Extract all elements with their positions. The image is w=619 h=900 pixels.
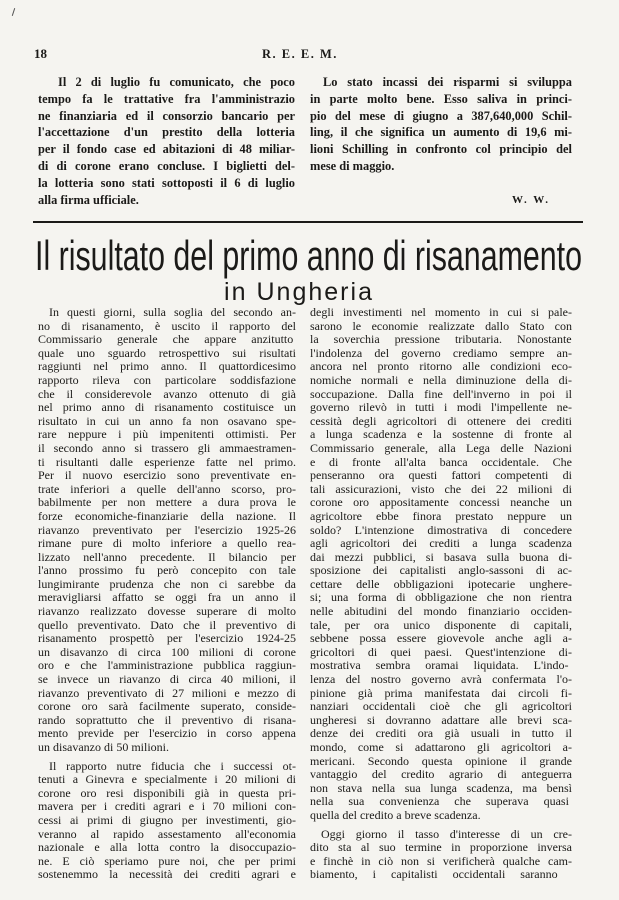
text-line: si; una forma di obbligazione che non rientra — [310, 590, 572, 605]
text-line: nella sua convenienza che superava quasi — [310, 794, 569, 809]
text-line: sostenemmo la necessità dei crediti agrari e — [38, 867, 296, 882]
text-line: ti risultanti dalle esperienze fatte nel primo. — [38, 454, 296, 469]
text-line: rare neppure i più impenitenti ottimisti. Per — [38, 427, 296, 442]
text-line: lungimirante prudenza che non ci sarebbe da — [38, 576, 296, 591]
text-line: a lunga scadenza e la sostenne di fronte al — [310, 427, 572, 442]
text-line: babilmente per non mettere a dura prova le — [38, 495, 296, 510]
text-line: un disavanzo di circa 100 milioni di corone — [38, 644, 296, 659]
signature: W. W. — [512, 194, 551, 206]
text-line: tali assicurazioni, visto che dei 22 milioni di — [310, 481, 572, 496]
text-line: biamento, i capitalisti occidentali saranno — [310, 867, 558, 882]
running-head: R. E. E. M. — [262, 47, 338, 61]
text-line: ne. E ciò speriamo pure noi, che per primi — [38, 853, 296, 868]
text-line: soldo? L'intenzione dimostrativa di concedere — [310, 522, 572, 537]
text-line: rapporto rileva con particolare soddisfazione — [38, 372, 296, 387]
text-line: lenza del nostro governo avrà confermata l'o- — [310, 672, 572, 687]
text-line: gricoltori di quei paesi. Quest'intenzione di- — [310, 644, 572, 659]
text-line: riavanzo preventivato per l'esercizio 1925-26 — [38, 522, 296, 537]
text-line: risultato in cui un anno fa non osavano spe- — [38, 413, 296, 428]
text-line: raggiunti nel primo anno. Il quattordicesimo — [38, 359, 296, 374]
text-line: sposizione dei capitalisti anglo-sassoni di ac- — [310, 563, 572, 578]
text-line: lizzato nell'anno precedente. Il bilancio per — [38, 549, 296, 564]
paragraph — [38, 74, 295, 208]
text-line: agricoltore ebbe finora prestato neppure un — [310, 508, 572, 523]
text-line: degli investimenti nel momento in cui si pale- — [310, 305, 572, 319]
text-line: il secondo anno si trassero gli ammaestramen- — [38, 440, 296, 455]
text-line: risanamento prospettò per l'esercizio 1924-25 — [38, 631, 296, 646]
text-line: la lotteria sono stati sottoposti il 6 di luglio — [38, 175, 295, 190]
text-line: corone oro resi disponibili già in questa pri- — [38, 785, 296, 800]
text-line: denze dei crediti ora già usuali in tutto il — [310, 726, 572, 741]
text-line: meravigliarsi affatto se oggi fra un anno il — [38, 590, 296, 605]
paragraph — [38, 306, 296, 755]
text-line: veranno al rapido assestamento all'economia — [38, 826, 296, 841]
text-line: l'anno prossimo fu però concepito con tale — [38, 563, 296, 578]
paragraph — [310, 828, 572, 882]
text-line: l'indolenza del governo crediamo sempre an- — [310, 345, 572, 360]
text-line: vantaggio del credito agrario di anteguerra — [310, 767, 572, 782]
article-heading — [0, 222, 619, 306]
text-line: che il considerevole avanzo ottenuto di già — [38, 386, 296, 401]
text-line: cessi ai primi di giugno per investimenti, gio- — [38, 812, 296, 827]
text-line: tempo fa le trattative fra l'amministrazio — [38, 91, 295, 106]
page-number: 18 — [34, 46, 47, 61]
text-line: nazionale e alla lotta contro la disoccupazio- — [38, 840, 296, 855]
text-line: non stava nella sua lunga scadenza, ma bensì — [310, 780, 572, 795]
text-line: agli agricoltori dei crediti a lunga scadenza — [310, 536, 572, 551]
text-line: rando soprattutto che il preventivo di risana- — [38, 712, 296, 727]
text-line: nelle abitudini del mondo finanziario occiden- — [310, 604, 572, 619]
text-line: mese di maggio. — [310, 158, 395, 173]
text-line: In questi giorni, sulla soglia del secondo an- — [49, 305, 296, 319]
news-column-right — [310, 74, 572, 175]
text-line: Oggi giorno il tasso d'interesse di un cre- — [321, 826, 572, 841]
paragraph — [310, 306, 572, 823]
text-line: e finchè in ciò non si verificherà qualche cam- — [310, 853, 572, 868]
text-line: ungheresi si dovranno adattare alle brevi sca- — [310, 712, 572, 727]
text-line: cessità degli agricoltori di ottenere dei crediti — [310, 413, 572, 428]
text-line: di di corone erano concluse. I biglietti del- — [38, 158, 295, 173]
article-title: Il risultato del primo anno di risanamento — [35, 232, 582, 279]
text-line: riavanzo realizzato dovesse superare di molto — [38, 604, 296, 619]
text-line: quella del credito a breve scadenza. — [310, 807, 481, 822]
text-line: nel primo anno di risanamento costituisce un — [38, 400, 296, 415]
text-line: mondo, come si adattarono gli agricoltori a- — [310, 740, 572, 754]
text-line: penseranno ora questi fattori competenti di — [310, 468, 572, 483]
text-line: mericani. Secondo questa opinione il grande — [310, 753, 572, 768]
text-line: soccupazione. Dalla fine dell'inverno in poi il — [310, 386, 572, 401]
text-line: oro e che l'amministrazione pubblica raggiun- — [38, 658, 296, 673]
text-line: pio del mese di giugno a 387,640,000 Schil- — [310, 108, 572, 123]
text-line: Lo stato incassi dei risparmi si sviluppa — [323, 75, 572, 89]
text-line: quello preventivato. Dato che il preventivo di — [38, 617, 296, 632]
text-line: quale uno sguardo retrospettivo sui risultati — [38, 345, 296, 360]
article-column-left — [38, 306, 296, 882]
text-line: sebbene possa essere giovevole anche agli a- — [310, 631, 572, 646]
text-line: dito sta al suo termine in proporzione inversa — [310, 840, 572, 855]
text-line: Il 2 di luglio fu comunicato, che poco — [58, 75, 295, 89]
text-line: tenuti a Ginevra e specialmente i 20 milioni di — [38, 772, 296, 787]
article-subtitle: in Ungheria — [224, 278, 372, 306]
text-line: forze economiche-finanziarie della nazione. Il — [38, 508, 296, 523]
paragraph — [310, 74, 572, 175]
text-line: no di risanamento, è uscito il rapporto del — [38, 318, 296, 333]
text-line: corone oro sarà facilmente superato, conside- — [38, 699, 296, 714]
text-line: mostrativa sembra oramai liquidata. L'indo- — [310, 658, 569, 673]
text-line: Commissario generale che appare anzitutto — [38, 332, 294, 347]
text-line: mavera per i crediti agrari e i 70 milioni con- — [38, 799, 296, 814]
text-line: lioni Schilling in confronto col principio del — [310, 142, 572, 157]
text-line: ling, il che significa un aumento di 19,6 mi- — [310, 125, 572, 140]
text-line: sarono le economie realizzate dallo Stato con — [310, 318, 572, 333]
news-column-left — [38, 74, 295, 208]
text-line: l'accettazione d'un prestito della lotteria — [38, 125, 295, 140]
text-line: Per il nuovo esercizio sono preventivate en- — [38, 468, 296, 483]
text-line: nomiche normali e nella diminuzione della di- — [310, 372, 572, 387]
text-line: la soverchia pressione tributaria. Nonostante — [310, 332, 572, 347]
text-line: Commissario generale, alla Lega delle Nazioni — [310, 440, 572, 455]
text-line: alla firma ufficiale. — [38, 192, 139, 207]
text-line: per il fondo case ed abitazioni di 48 miliar- — [38, 142, 295, 157]
text-line: corone oro appositamente concessi neanche un — [310, 495, 572, 510]
text-line: se invece un riavanzo di circa 40 milioni, il — [38, 672, 296, 687]
text-line: ne finanziaria ed il consorzio bancario per — [38, 108, 295, 123]
scan-mark — [12, 8, 15, 16]
text-line: governo rilevò in tutti i modi l'impellente ne- — [310, 400, 572, 415]
text-line: ancora nel pronto ritorno alle condizioni eco- — [310, 359, 572, 374]
text-line: un disavanzo di 50 milioni. — [38, 740, 169, 754]
text-line: nanziari occidentali cioè che gli agricoltori — [310, 699, 572, 714]
text-line: rimane pure di molto inferiore a quello rea- — [38, 536, 296, 551]
text-line: pinione già prima manifestata dai circoli fi- — [310, 685, 572, 700]
text-line: cettare delle obbligazioni ipotecarie unghere- — [310, 576, 572, 591]
text-line: dai mezzi pubblici, si basava sulla buona di- — [310, 549, 572, 564]
text-line: riavanzo preventivato di 27 milioni e mezzo di — [38, 685, 296, 700]
article-column-right — [310, 306, 572, 882]
text-line: in parte molto bene. Esso saliva in princi- — [310, 91, 572, 106]
text-line: e di fronte all'alta banca occidentale. Che — [310, 454, 572, 469]
paragraph — [38, 760, 296, 882]
text-line: mento previde per l'esercizio in corso appena — [38, 726, 296, 741]
text-line: trate inferiori a quelle dell'anno scorso, pro- — [38, 481, 296, 496]
text-line: Il rapporto nutre fiducia che i successi ot- — [49, 758, 296, 773]
text-line: tale, per ora unico disponente di capitali, — [310, 617, 572, 632]
